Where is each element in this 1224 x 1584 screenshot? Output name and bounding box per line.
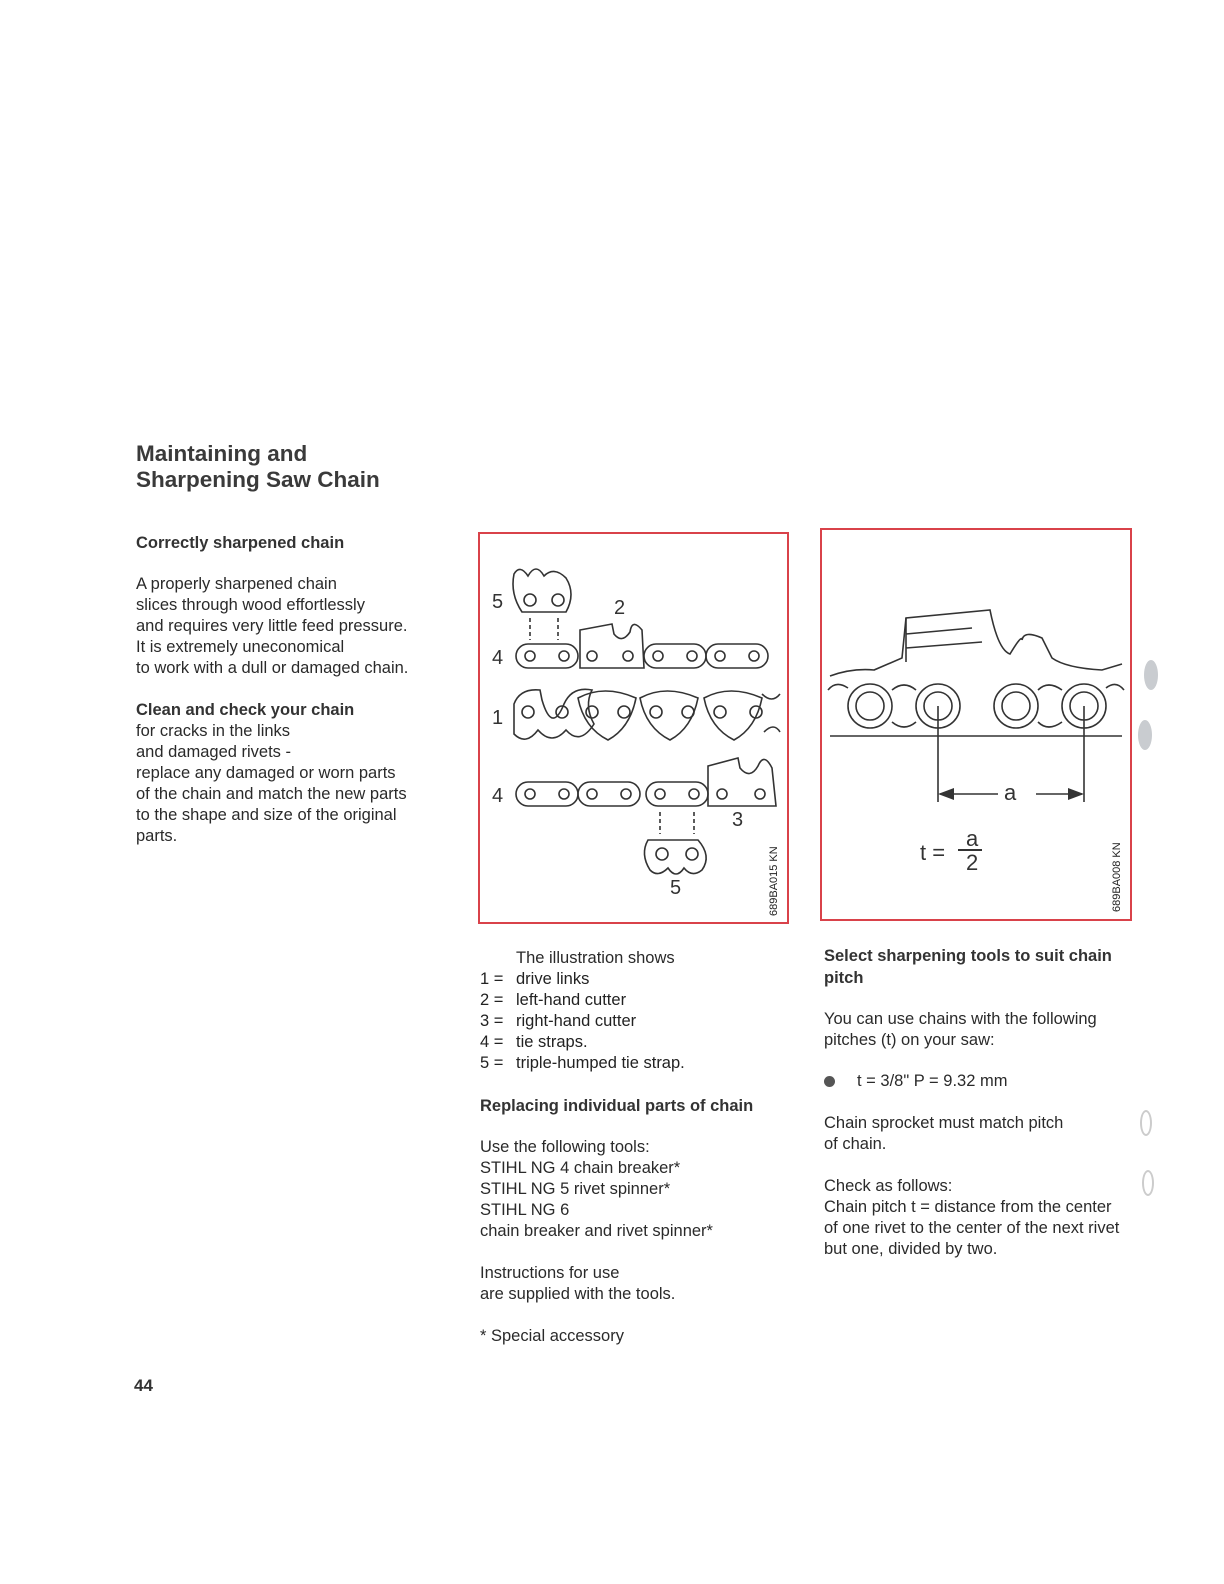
section-paragraph xyxy=(136,574,436,679)
title-line-1: Maintaining and xyxy=(136,441,308,466)
legend-text: triple-humped tie strap. xyxy=(516,1054,685,1072)
binding-hole-icon xyxy=(1144,660,1158,690)
text-line: to the shape and size of the original xyxy=(136,806,397,824)
legend-item xyxy=(480,1032,780,1053)
legend-item xyxy=(480,969,780,990)
legend-num: 1 = xyxy=(480,970,504,988)
check-instructions xyxy=(824,1176,1144,1260)
figure-chain-parts xyxy=(478,532,789,924)
binding-hole-icon xyxy=(1138,720,1152,750)
pitch-bullet xyxy=(824,1071,1144,1092)
title-line-2: Sharpening Saw Chain xyxy=(136,467,380,492)
text-line: of one rivet to the center of the next rivet xyxy=(824,1219,1120,1237)
fig2-code: 689BA008 KN xyxy=(1111,842,1123,912)
legend-num: 3 = xyxy=(480,1012,504,1030)
text-line: replace any damaged or worn parts xyxy=(136,764,396,782)
sprocket-note xyxy=(824,1113,1144,1155)
fig1-label-4b: 4 xyxy=(492,785,504,807)
text-line: Use the following tools: xyxy=(480,1138,650,1156)
text-line: of the chain and match the new parts xyxy=(136,785,407,803)
legend-list xyxy=(480,969,780,1074)
binding-hole-icon xyxy=(1142,1170,1154,1196)
text-line: STIHL NG 5 rivet spinner* xyxy=(480,1180,671,1198)
legend-num: 4 = xyxy=(480,1033,504,1051)
chain-pitch-illustration xyxy=(822,530,1130,919)
tools-list xyxy=(480,1137,800,1242)
figure-chain-pitch xyxy=(820,528,1132,921)
text-line: are supplied with the tools. xyxy=(480,1285,676,1303)
text-line: of chain. xyxy=(824,1135,887,1153)
fig1-code: 689BA015 KN xyxy=(768,846,780,916)
legend-text: drive links xyxy=(516,970,590,988)
section-replacing-parts xyxy=(480,1095,800,1347)
text-line: but one, divided by two. xyxy=(824,1240,998,1258)
legend-intro: The illustration shows xyxy=(516,949,675,967)
section-correctly-sharpened xyxy=(136,532,436,847)
text-line: pitch xyxy=(824,969,864,987)
text-line: It is extremely uneconomical xyxy=(136,638,345,656)
text-line: chain breaker and rivet spinner* xyxy=(480,1222,713,1240)
section-heading-2: Clean and check your chain xyxy=(136,701,355,719)
bullet-dot-icon xyxy=(824,1076,835,1087)
text-line: parts. xyxy=(136,827,178,845)
section-paragraph xyxy=(824,1009,1144,1051)
text-line: and requires very little feed pressure. xyxy=(136,617,408,635)
text-line: STIHL NG 6 xyxy=(480,1201,570,1219)
legend-text: left-hand cutter xyxy=(516,991,627,1009)
fig1-label-5b: 5 xyxy=(670,877,682,899)
section-heading xyxy=(824,945,1144,989)
fig2-formula-t: t = xyxy=(920,840,946,865)
fig2-dim-label: a xyxy=(1004,780,1017,805)
text-line: STIHL NG 4 chain breaker* xyxy=(480,1159,681,1177)
legend-num: 5 = xyxy=(480,1054,504,1072)
text-line: slices through wood effortlessly xyxy=(136,596,365,614)
section-paragraph-2 xyxy=(136,721,436,847)
page-number: 44 xyxy=(134,1376,153,1395)
text-line: Instructions for use xyxy=(480,1264,620,1282)
footnote: * Special accessory xyxy=(480,1327,624,1345)
legend-item xyxy=(480,990,780,1011)
chain-parts-illustration xyxy=(480,534,787,922)
fig2-formula-denominator: 2 xyxy=(966,850,979,875)
text-line: You can use chains with the following xyxy=(824,1010,1097,1028)
fig1-label-4: 4 xyxy=(492,647,504,669)
fig2-formula-numerator: a xyxy=(966,826,979,851)
legend-num: 2 = xyxy=(480,991,504,1009)
legend-item xyxy=(480,1053,780,1074)
legend-text: tie straps. xyxy=(516,1033,588,1051)
pitch-value: t = 3/8" P = 9.32 mm xyxy=(857,1072,1008,1090)
text-line: to work with a dull or damaged chain. xyxy=(136,659,409,677)
fig1-label-1: 1 xyxy=(492,707,504,729)
binding-hole-icon xyxy=(1140,1110,1152,1136)
section-heading: Replacing individual parts of chain xyxy=(480,1097,754,1115)
tools-note xyxy=(480,1263,800,1305)
text-line: and damaged rivets - xyxy=(136,743,292,761)
fig1-label-2: 2 xyxy=(614,597,626,619)
text-line: Chain sprocket must match pitch xyxy=(824,1114,1064,1132)
text-line: A properly sharpened chain xyxy=(136,575,337,593)
section-sharpening-tools xyxy=(824,945,1144,1260)
text-line: Check as follows: xyxy=(824,1177,953,1195)
text-line: for cracks in the links xyxy=(136,722,291,740)
fig1-label-3: 3 xyxy=(732,809,744,831)
legend-text: right-hand cutter xyxy=(516,1012,637,1030)
legend-item xyxy=(480,1011,780,1032)
section-heading: Correctly sharpened chain xyxy=(136,534,345,552)
fig1-label-5: 5 xyxy=(492,591,504,613)
text-line: Chain pitch t = distance from the center xyxy=(824,1198,1112,1216)
text-line: pitches (t) on your saw: xyxy=(824,1031,995,1049)
text-line: Select sharpening tools to suit chain xyxy=(824,947,1112,965)
page-title xyxy=(136,441,536,493)
